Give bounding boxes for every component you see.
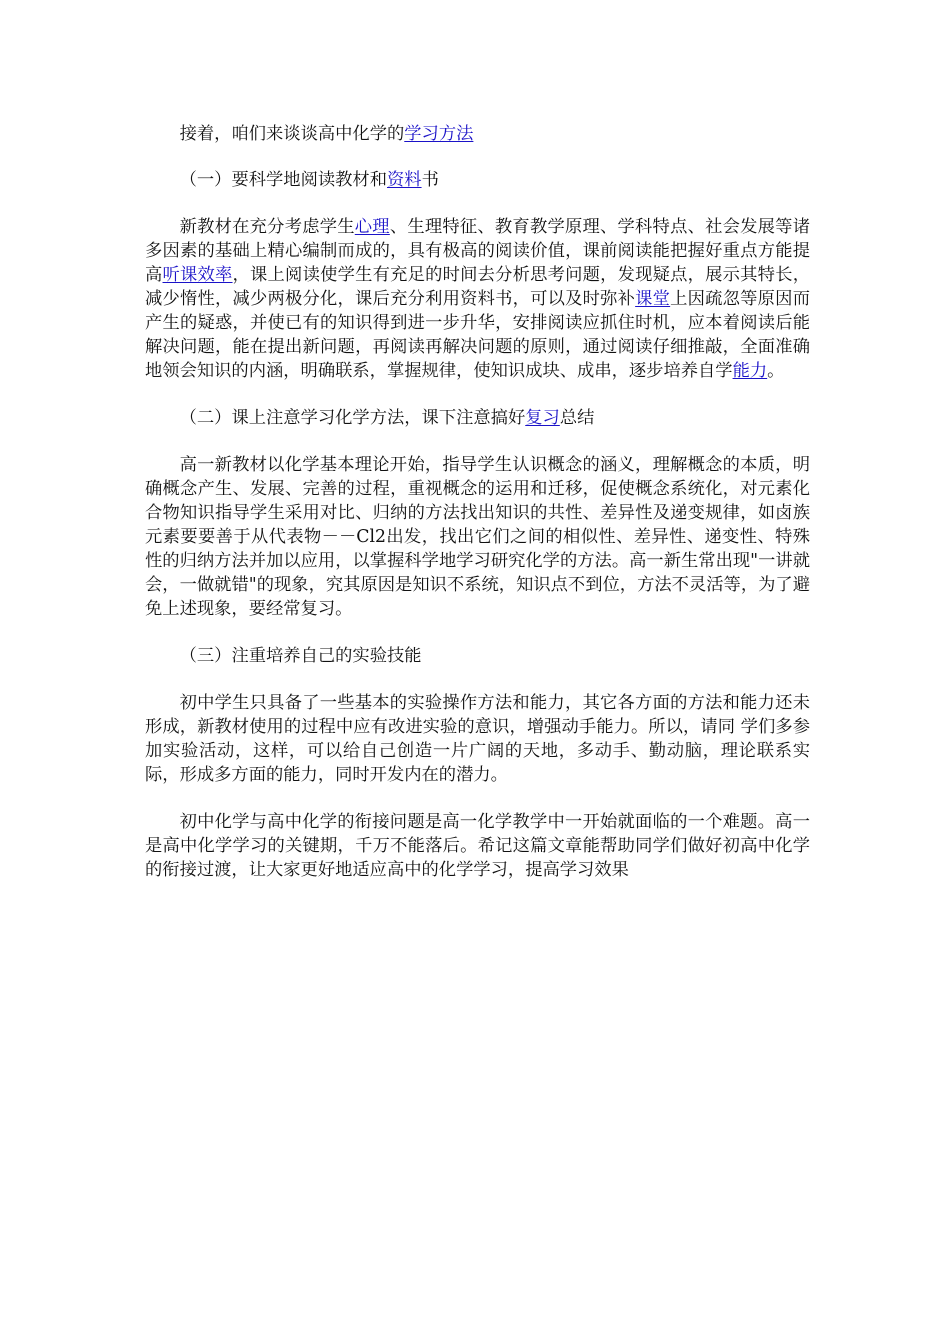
section-2-paragraph: 高一新教材以化学基本理论开始，指导学生认识概念的涵义，理解概念的本质，明确概念产生、发展、完善的过程，重视概念的运用和迁移，促使概念系统化，对元素化合物知识指导学生采用对比、归纳的方法找出知识的共性、差异性及递变规律，如卤族元素要要善于从代表物－－Cl2出发，找出它们之间的相似性、差异性、递变性、特殊性的归纳方法并加以应用，以掌握科学地学习研究化学的方法。高一新生常出现"一讲就会，一做就错"的现象，究其原因是知识不系统，知识点不到位，方法不灵活等，为了避免上述现象，要经常复习。 [145,455,810,619]
section-1-heading-suffix: 书 [421,170,439,190]
link-psychology[interactable]: 心理 [354,217,390,237]
section-3-paragraph: 初中学生只具备了一些基本的实验操作方法和能力，其它各方面的方法和能力还未形成，新教材使用的过程中应有改进实验的意识，增强动手能力。所以，请同 学们多参加实验活动，这样，可以给自己创造一片广阔的天地，多动手、勤动脑，理论联系实际，形成多方面的能力，同时开发内在的潜力。 [145,693,810,785]
section-2-heading-suffix: 总结 [559,408,595,428]
section-2-heading [145,406,810,430]
intro-text: 接着，咱们来谈谈高中化学的 [179,124,405,144]
section-1-text-e: 。 [767,361,785,381]
link-classroom[interactable]: 课堂 [635,289,671,309]
intro-paragraph [145,122,810,146]
link-study-methods[interactable]: 学习方法 [404,124,474,144]
link-listening-efficiency[interactable]: 听课效率 [162,265,233,285]
document-body [145,122,810,882]
link-review[interactable]: 复习 [525,408,560,428]
section-1-text-b: 、生理特征、教育教学原理、学科特点、社会发展等诸多因素的基础上精心编制而成的，具有极高的阅读价值，课前阅读能把握好重点方能提高 [145,217,810,285]
link-materials[interactable]: 资料 [386,170,422,190]
section-2-heading-text: （二）课上注意学习化学方法，课下注意搞好 [179,408,526,428]
section-1-text-a: 新教材在充分考虑学生 [179,217,355,237]
section-1-text-d: 上因疏忽等原因而产生的疑惑，并使已有的知识得到进一步升华，安排阅读应抓住时机，应本着阅读后能解决问题，能在提出新问题，再阅读再解决问题的原则，通过阅读仔细推敲，全面准确地领会知识的内涵，明确联系，掌握规律，使知识成块、成串，逐步培养自学 [145,289,810,381]
section-1-heading-text: （一）要科学地阅读教材和 [179,170,387,190]
section-1-text-c: ，课上阅读使学生有充足的时间去分析思考问题，发现疑点，展示其特长，减少惰性，减少两极分化，课后充分利用资料书，可以及时弥补 [145,265,810,309]
link-ability[interactable]: 能力 [732,361,768,381]
section-1-paragraph [145,215,810,383]
section-3-heading: （三）注重培养自己的实验技能 [179,646,422,666]
section-1-heading [145,168,810,192]
conclusion-paragraph: 初中化学与高中化学的衔接问题是高一化学教学中一开始就面临的一个难题。高一是高中化学学习的关键期，千万不能落后。希记这篇文章能帮助同学们做好初高中化学的衔接过渡，让大家更好地适应高中的化学学习，提高学习效果 [145,812,810,880]
